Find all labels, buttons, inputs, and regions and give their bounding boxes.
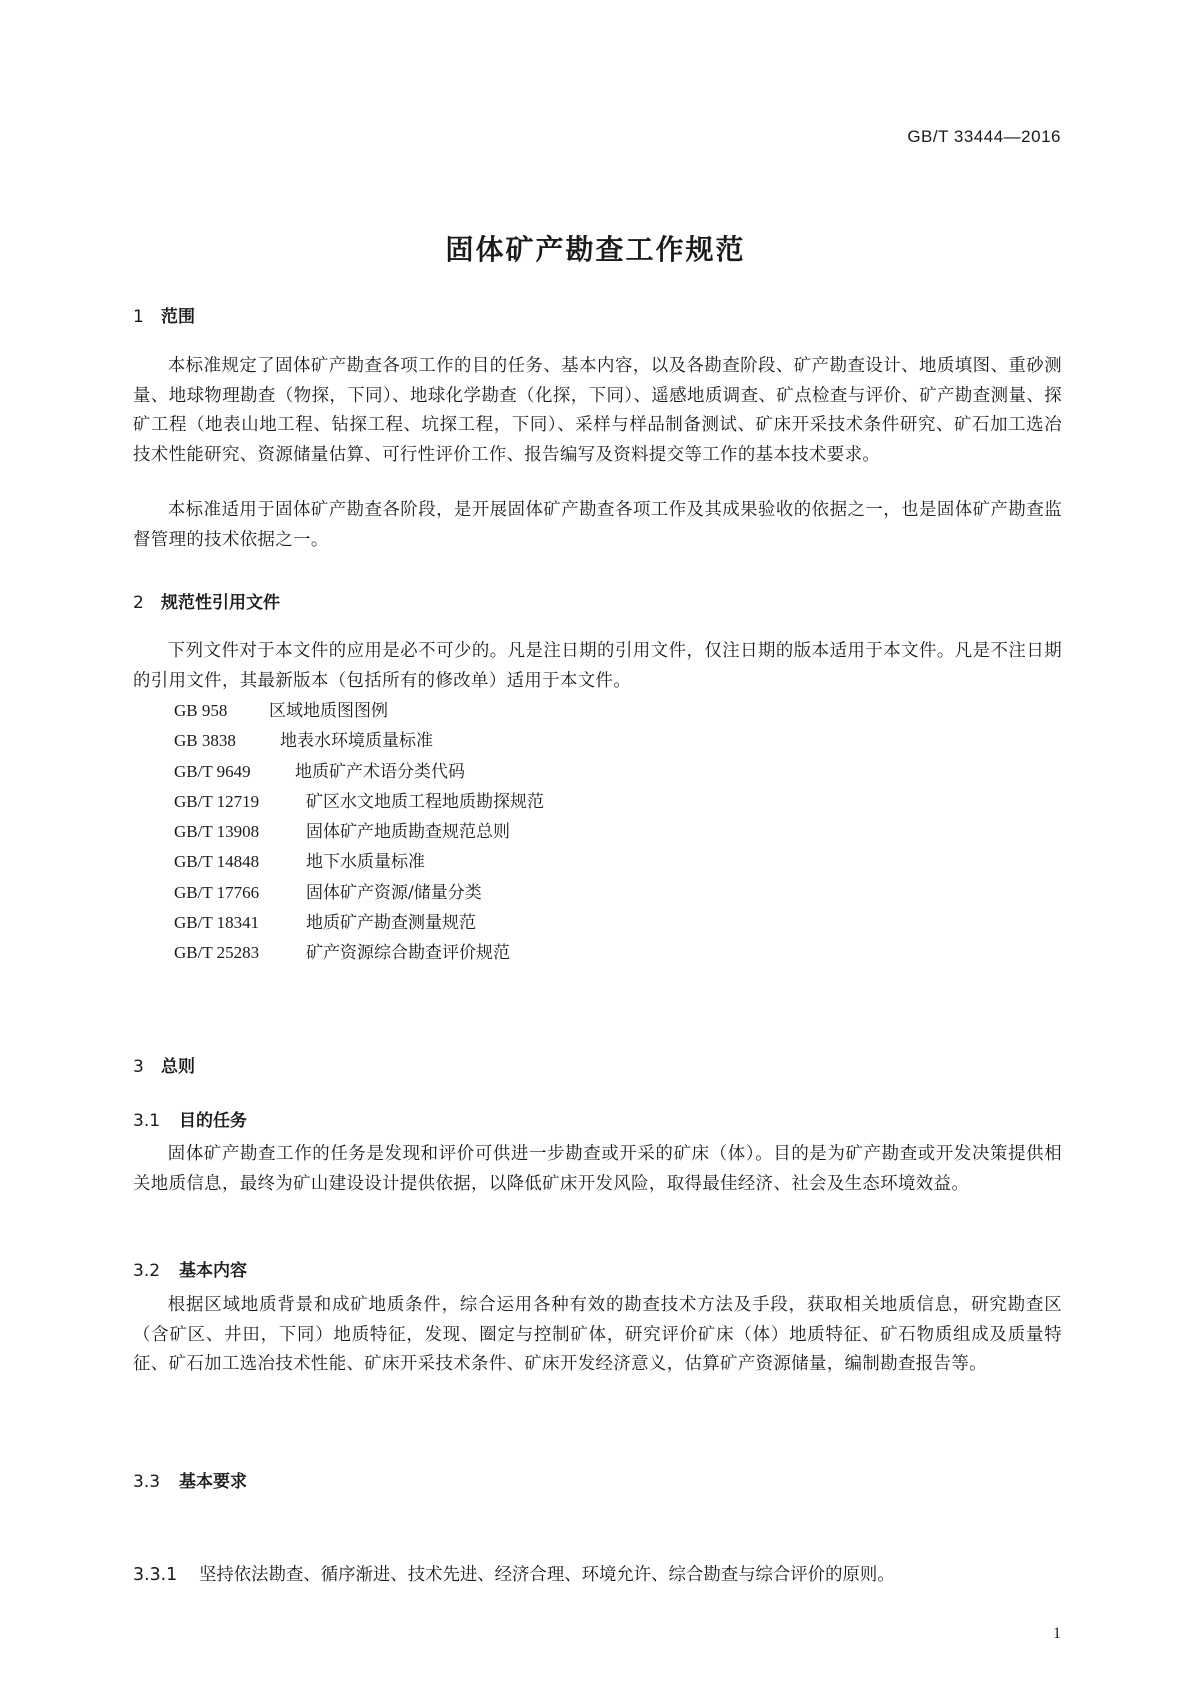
clause-text: 坚持依法勘查、循序渐进、技术先进、经济合理、环境允许、综合勘查与综合评价的原则。 bbox=[199, 1565, 895, 1585]
reference-code: GB/T 13908 bbox=[174, 822, 260, 842]
section-1-paragraph-2: 本标准适用于固体矿产勘查各阶段，是开展固体矿产勘查各项工作及其成果验收的依据之一，也是固体矿产勘查监督管理的技术依据之一。 bbox=[133, 500, 1062, 550]
section-3-3-heading bbox=[133, 1467, 247, 1492]
reference-item bbox=[174, 938, 544, 968]
reference-item bbox=[174, 847, 544, 877]
reference-item bbox=[174, 696, 544, 726]
reference-title: 区域地质图图例 bbox=[269, 701, 388, 721]
standard-number: GB/T 33444—2016 bbox=[907, 127, 1061, 146]
reference-code: GB/T 17766 bbox=[174, 882, 260, 902]
section-2-intro: 下列文件对于本文件的应用是必不可少的。凡是注日期的引用文件，仅注日期的版本适用于本文件。凡是不注日期的引用文件，其最新版本（包括所有的修改单）适用于本文件。 bbox=[133, 641, 1062, 691]
reference-code: GB/T 12719 bbox=[174, 791, 260, 811]
reference-code: GB 3838 bbox=[174, 731, 236, 751]
section-3-2-heading bbox=[133, 1256, 247, 1281]
reference-item bbox=[174, 817, 544, 847]
section-title: 基本要求 bbox=[179, 1472, 247, 1492]
reference-title: 地质矿产勘查测量规范 bbox=[306, 913, 476, 934]
section-number: 3.1 bbox=[133, 1111, 161, 1131]
section-number: 1 bbox=[133, 307, 144, 327]
document-title: 固体矿产勘查工作规范 bbox=[445, 233, 746, 266]
section-2-heading bbox=[133, 588, 280, 613]
section-title: 基本内容 bbox=[179, 1261, 247, 1281]
reference-title: 地表水环境质量标准 bbox=[280, 731, 433, 752]
section-number: 2 bbox=[133, 593, 144, 613]
clause-3-3-1 bbox=[133, 1560, 895, 1585]
section-number: 3 bbox=[133, 1057, 144, 1077]
reference-title: 固体矿产地质勘查规范总则 bbox=[306, 822, 510, 843]
section-title: 总则 bbox=[161, 1057, 195, 1077]
reference-item bbox=[174, 787, 544, 817]
reference-title: 固体矿产资源/储量分类 bbox=[306, 882, 482, 903]
normative-reference-list bbox=[174, 696, 544, 969]
section-title: 规范性引用文件 bbox=[161, 593, 280, 613]
reference-item bbox=[174, 757, 544, 787]
reference-title: 矿区水文地质工程地质勘探规范 bbox=[306, 791, 544, 812]
section-3-1-heading bbox=[133, 1106, 247, 1131]
reference-code: GB/T 18341 bbox=[174, 913, 260, 933]
reference-item bbox=[174, 726, 544, 756]
clause-number: 3.3.1 bbox=[133, 1565, 178, 1585]
section-3-2-paragraph: 根据区域地质背景和成矿地质条件，综合运用各种有效的勘查技术方法及手段，获取相关地质信息，研究勘查区（含矿区、井田，下同）地质特征，发现、圈定与控制矿体，研究评价矿床（体）地质特征、矿石物质组成及质量特征、矿石加工选冶技术性能、矿床开采技术条件、矿床开发经济意义，估算矿产资源储量，编制勘查报告等。 bbox=[133, 1295, 1062, 1374]
reference-item bbox=[174, 878, 544, 908]
section-1-heading bbox=[133, 302, 195, 327]
section-number: 3.3 bbox=[133, 1472, 161, 1492]
reference-code: GB/T 14848 bbox=[174, 852, 260, 872]
section-3-1-paragraph: 固体矿产勘查工作的任务是发现和评价可供进一步勘查或开采的矿床（体）。目的是为矿产勘查或开发决策提供相关地质信息，最终为矿山建设设计提供依据，以降低矿床开发风险，取得最佳经济、社会及生态环境效益。 bbox=[133, 1144, 1062, 1194]
reference-code: GB/T 25283 bbox=[174, 943, 260, 963]
page-number: 1 bbox=[1053, 1625, 1061, 1642]
reference-code: GB 958 bbox=[174, 701, 228, 720]
section-title: 目的任务 bbox=[179, 1111, 247, 1131]
reference-title: 矿产资源综合勘查评价规范 bbox=[306, 943, 510, 964]
section-3-heading bbox=[133, 1052, 195, 1077]
reference-item bbox=[174, 908, 544, 938]
reference-title: 地下水质量标准 bbox=[306, 852, 425, 873]
reference-code: GB/T 9649 bbox=[174, 761, 251, 781]
section-title: 范围 bbox=[161, 307, 195, 327]
reference-title: 地质矿产术语分类代码 bbox=[295, 761, 465, 782]
section-number: 3.2 bbox=[133, 1261, 161, 1281]
section-1-paragraph-1: 本标准规定了固体矿产勘查各项工作的目的任务、基本内容，以及各勘查阶段、矿产勘查设计、地质填图、重砂测量、地球物理勘查（物探，下同）、地球化学勘查（化探，下同）、遥感地质调查、矿点检查与评价、矿产勘查测量、探矿工程（地表山地工程、钻探工程、坑探工程，下同）、采样与样品制备测试、矿床开采技术条件研究、矿石加工选冶技术性能研究、资源储量估算、可行性评价工作、报告编写及资料提交等工作的基本技术要求。 bbox=[133, 356, 1062, 465]
